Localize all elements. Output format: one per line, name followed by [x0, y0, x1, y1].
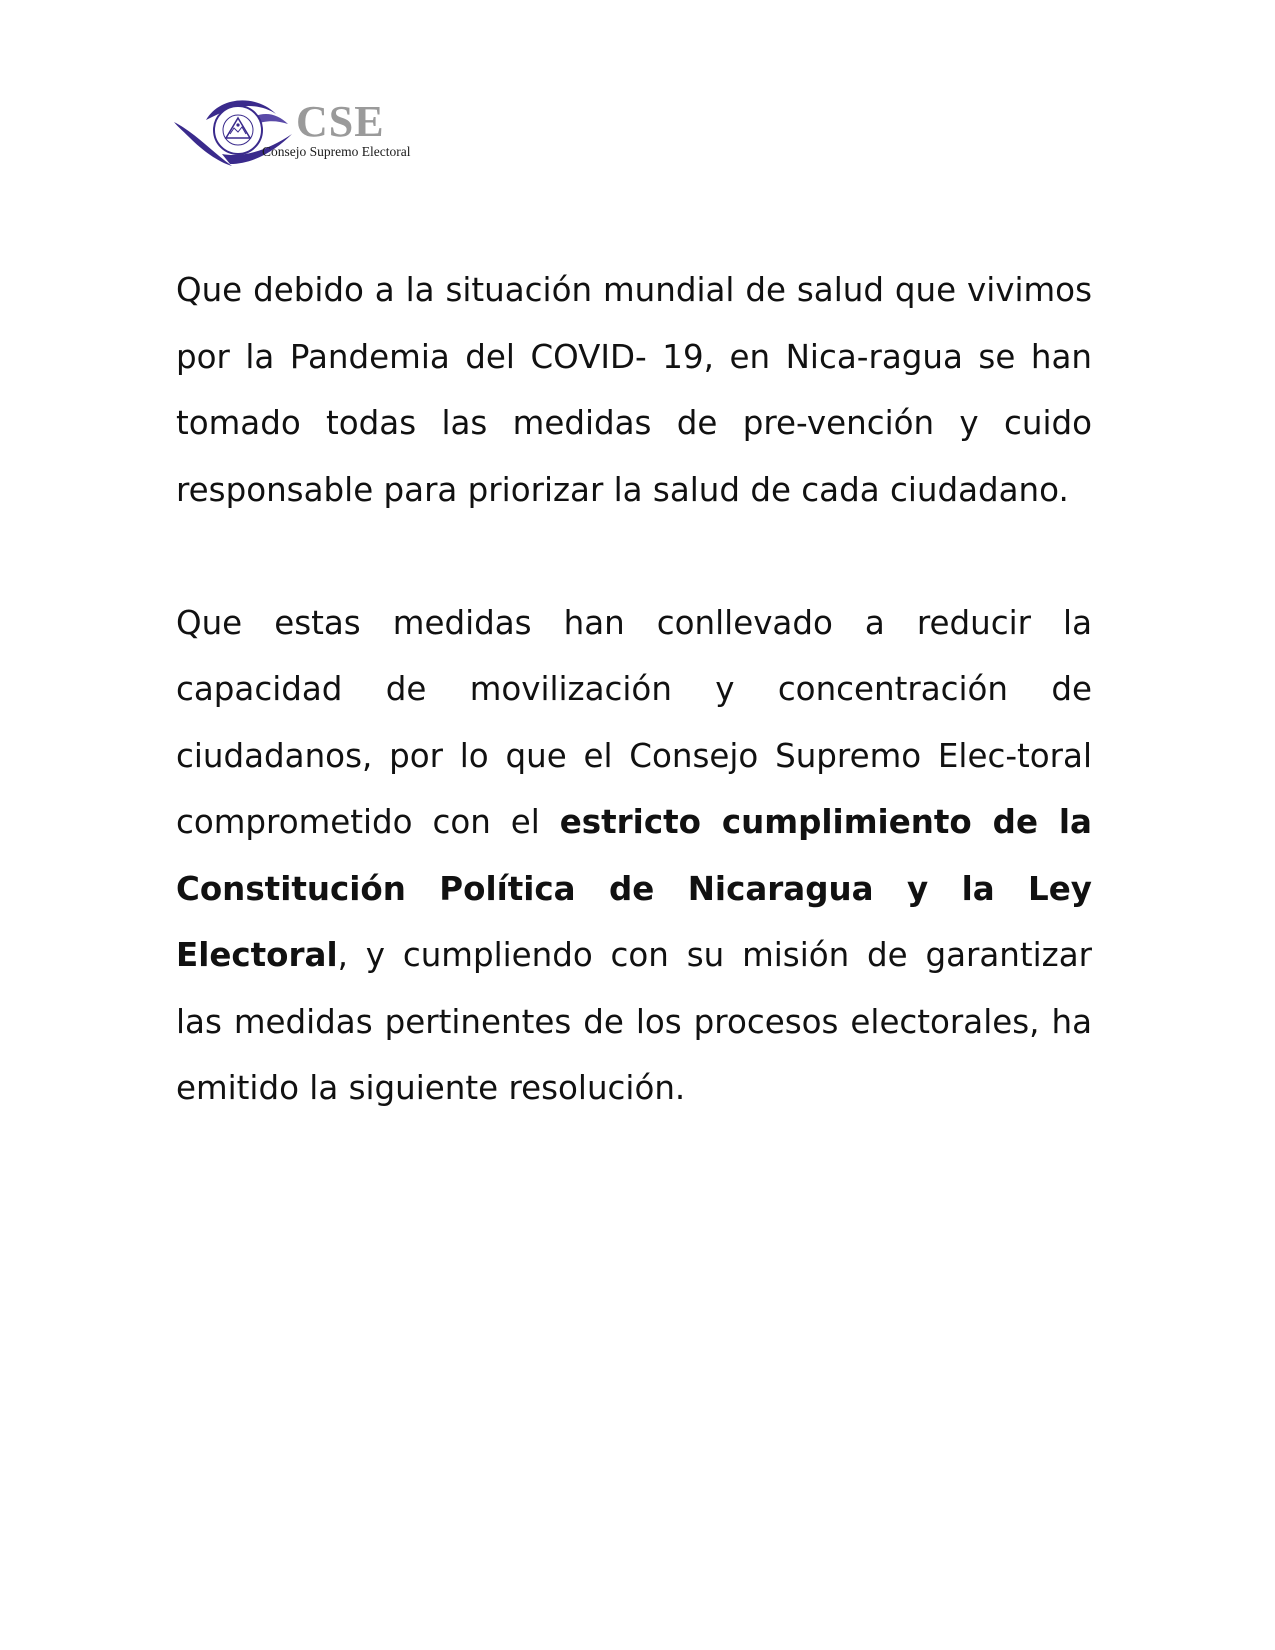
paragraph-2-intro: Que estas medidas han conllevado a reducir la capacidad de movilización y concentración de ciudadanos, por lo que el Consejo Supremo Elec-toral comprometido con el	[176, 603, 1092, 841]
cse-emblem-icon	[172, 92, 302, 172]
cse-logo	[172, 92, 432, 172]
logo-organization-name: Consejo Supremo Electoral	[262, 144, 411, 159]
logo-abbreviation: CSE	[296, 97, 385, 146]
paragraph-2-conclusion: , y cumpliendo con su misión de garantizar las medidas pertinentes de los procesos electorales, ha emitido la siguiente resolución.	[176, 936, 1092, 1107]
paragraph-2	[176, 590, 1092, 1122]
paragraph-1: Que debido a la situación mundial de salud que vivimos por la Pandemia del COVID- 19, en Nica-ragua se han tomado todas las medidas de pre-vención y cuido responsable para priorizar la salud de cada ciudadano.	[176, 271, 1092, 509]
paragraph-2-emphasis: estricto cumplimiento de la Constitución Política de Nicaragua y la Ley Electoral	[176, 803, 1092, 974]
document-body	[176, 257, 1092, 1122]
